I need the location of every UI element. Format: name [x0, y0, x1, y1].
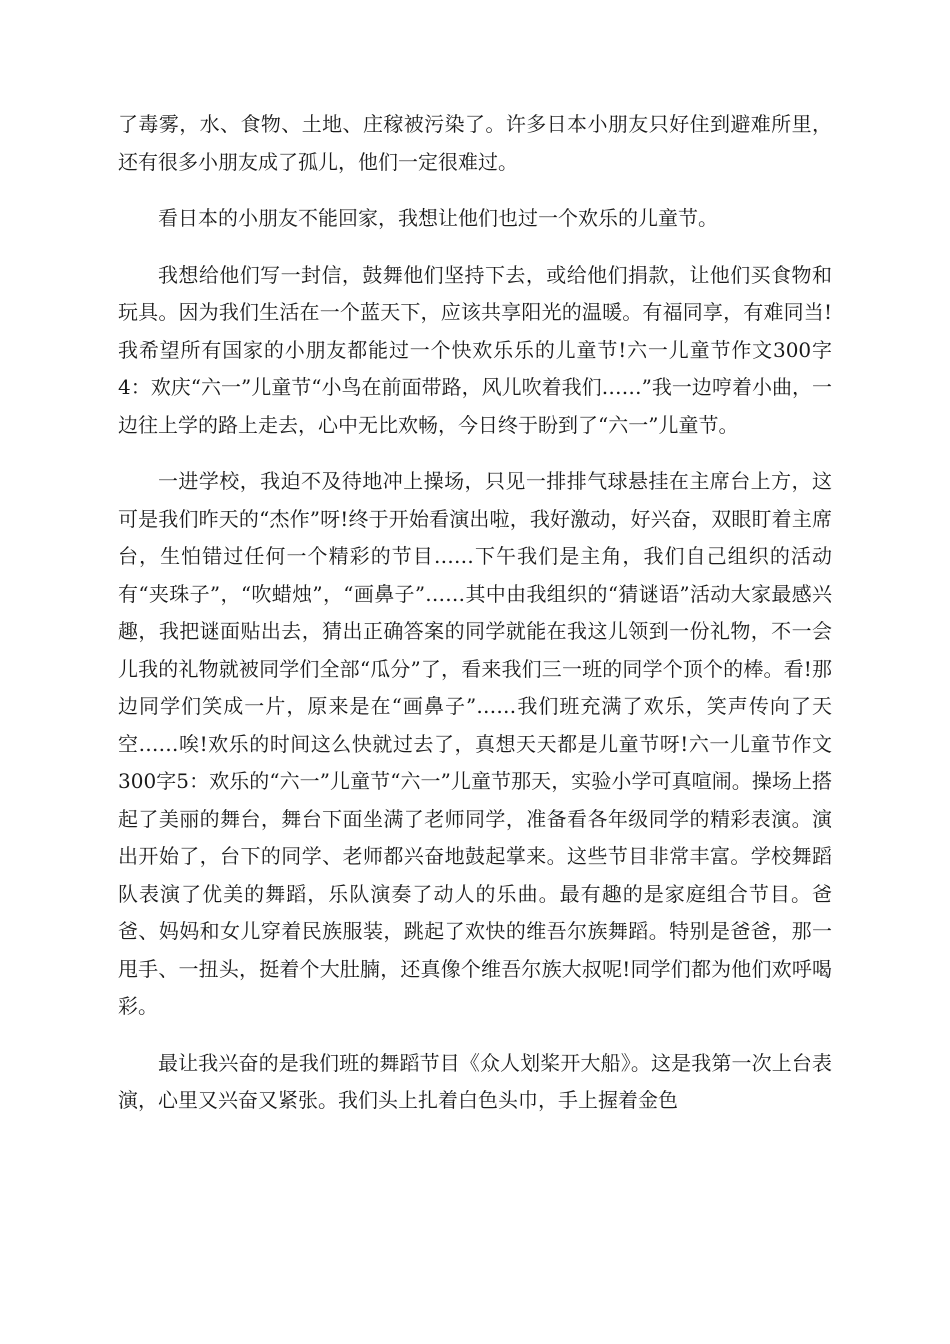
paragraph: 看日本的小朋友不能回家，我想让他们也过一个欢乐的儿童节。	[158, 206, 718, 230]
paragraph: 最让我兴奋的是我们班的舞蹈节目《众人划桨开大船》。这是我第一次上台表演，心里又兴奋又紧张。我们头上扎着白色头巾，手上握着金色	[118, 1050, 832, 1112]
paragraph: 我想给他们写一封信，鼓舞他们坚持下去，或给他们捐款，让他们买食物和玩具。因为我们生活在一个蓝天下，应该共享阳光的温暖。有福同享，有难同当!我希望所有国家的小朋友都能过一个快欢乐乐的儿童节!六一儿童节作文300字4：欢庆“六一”儿童节“小鸟在前面带路，风儿吹着我们……”我一边哼着小曲，一边往上学的路上走去，心中无比欢畅，今日终于盼到了“六一”儿童节。	[118, 262, 832, 437]
paragraph-continuation: 了毒雾，水、食物、土地、庄稼被污染了。许多日本小朋友只好住到避难所里，还有很多小朋友成了孤儿，他们一定很难过。	[118, 112, 832, 174]
document-page	[118, 106, 832, 1139]
paragraph: 一进学校，我迫不及待地冲上操场，只见一排排气球悬挂在主席台上方，这可是我们昨天的“杰作”呀!终于开始看演出啦，我好激动，好兴奋，双眼盯着主席台，生怕错过任何一个精彩的节目……下午我们是主角，我们自己组织的活动有“夹珠子”，“吹蜡烛”，“画鼻子”……其中由我组织的“猜谜语”活动大家最感兴趣，我把谜面贴出去，猜出正确答案的同学就能在我这儿领到一份礼物，不一会儿我的礼物就被同学们全部“瓜分”了，看来我们三一班的同学个顶个的棒。看!那边同学们笑成一片，原来是在“画鼻子”……我们班充满了欢乐，笑声传向了天空……唉!欢乐的时间这么快就过去了，真想天天都是儿童节呀!六一儿童节作文300字5：欢乐的“六一”儿童节“六一”儿童节那天，实验小学可真喧闹。操场上搭起了美丽的舞台，舞台下面坐满了老师同学，准备看各年级同学的精彩表演。演出开始了，台下的同学、老师都兴奋地鼓起掌来。这些节目非常丰富。学校舞蹈队表演了优美的舞蹈，乐队演奏了动人的乐曲。最有趣的是家庭组合节目。爸爸、妈妈和女儿穿着民族服装，跳起了欢快的维吾尔族舞蹈。特别是爸爸，那一甩手、一扭头，挺着个大肚腩，还真像个维吾尔族大叔呢!同学们都为他们欢呼喝彩。	[118, 469, 832, 1018]
